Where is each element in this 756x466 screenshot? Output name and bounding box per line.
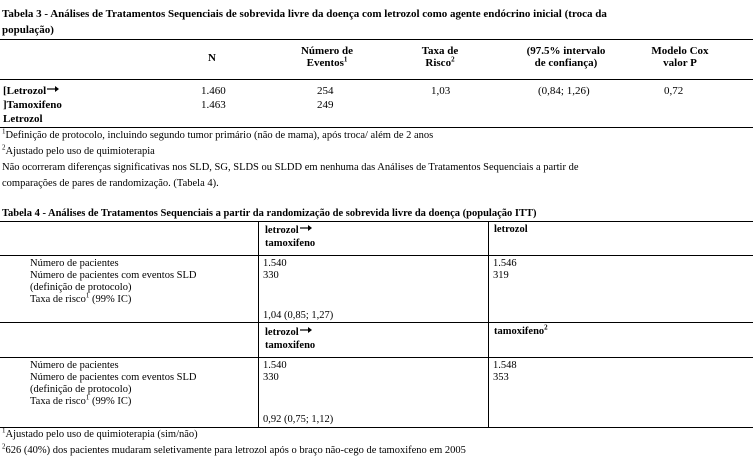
risk-header-sup: 2 bbox=[451, 55, 455, 64]
table3-caption-line2: população) bbox=[2, 24, 54, 36]
events-header-line1: Número de bbox=[300, 45, 354, 57]
table4-bottom-rule bbox=[0, 427, 753, 428]
table4-footnote-1 bbox=[2, 426, 198, 440]
block1-col1-events: 330 bbox=[263, 270, 279, 281]
footnote-2-sup: 2 bbox=[2, 143, 6, 152]
table4-block-separator bbox=[0, 322, 753, 323]
block1-col1-head-line2: tamoxifeno bbox=[265, 238, 316, 249]
table4-top-rule bbox=[0, 221, 753, 222]
block2-label-patients: Número de pacientes bbox=[30, 360, 119, 371]
table3-footnote-1 bbox=[2, 127, 434, 141]
paragraph-line-2: comparações de pares de randomização. (Tabela 4). bbox=[2, 178, 219, 189]
block1-col1-head-line1 bbox=[265, 224, 315, 236]
table3-row-label-1 bbox=[3, 85, 59, 97]
row-label-letrozol: [Letrozol bbox=[3, 85, 47, 97]
cox-header-line2: valor P bbox=[663, 57, 697, 69]
block2-hr-ci: (99% IC) bbox=[91, 396, 132, 407]
table4-divider-2 bbox=[488, 221, 489, 427]
table4-footnote-1-sup: 1 bbox=[2, 426, 6, 435]
block1-hr-text: Taxa de risco bbox=[30, 294, 86, 305]
risk-header-line2 bbox=[410, 57, 470, 69]
risk-header-line1: Taxa de bbox=[421, 45, 459, 57]
block2-col2-head-sup: 2 bbox=[544, 323, 548, 332]
block1-col1-head-text: letrozol bbox=[265, 225, 299, 236]
events-header-sup: 1 bbox=[343, 55, 348, 64]
table3-row-label-2: ]Tamoxifeno bbox=[3, 99, 62, 111]
table4-caption: Tabela 4 - Análises de Tratamentos Sequenciais a partir da randomização de sobrevida livre da doença (população ITT) bbox=[2, 208, 537, 219]
right-arrow-icon bbox=[300, 224, 312, 232]
table4-divider-1 bbox=[258, 221, 259, 427]
table4-footnote-2-sup: 2 bbox=[2, 442, 6, 451]
footnote-1-sup: 1 bbox=[2, 127, 6, 136]
right-arrow-icon bbox=[47, 85, 59, 93]
block1-label-patients: Número de pacientes bbox=[30, 258, 119, 269]
table4-footnote-2-text: 626 (40%) dos pacientes mudaram seletivamente para letrozol após o braço não-cego de tamoxifeno em 2005 bbox=[5, 445, 466, 456]
table3-header-risk bbox=[410, 45, 470, 69]
table4-block2-header-rule bbox=[0, 357, 753, 358]
table4-block2-col2-head bbox=[494, 323, 548, 337]
table3-n-1: 1.460 bbox=[201, 85, 226, 97]
block1-label-events: Número de pacientes com eventos SLD bbox=[30, 270, 197, 281]
table3-caption-line1: Tabela 3 - Análises de Tratamentos Sequenciais de sobrevida livre da doença com letrozol como agente endócrino inicial (troca da bbox=[2, 8, 607, 20]
ci-header-line2: de confiança) bbox=[534, 57, 598, 69]
ci-header-line1: (97.5% intervalo bbox=[526, 45, 606, 57]
table4-block2-col1-head bbox=[265, 326, 315, 351]
block1-label-hr bbox=[30, 291, 132, 305]
table3-p-value: 0,72 bbox=[664, 85, 684, 97]
footnote-1-text: Definição de protocolo, incluindo segundo tumor primário (não de mama), após troca/ além de 2 anos bbox=[5, 130, 434, 141]
right-arrow-icon bbox=[300, 326, 312, 334]
table3-n-2: 1.463 bbox=[201, 99, 226, 111]
table3-bottom-rule bbox=[0, 127, 753, 128]
block2-col1-events: 330 bbox=[263, 372, 279, 383]
block2-col2-events: 353 bbox=[493, 372, 509, 383]
table3-header-rule bbox=[0, 79, 753, 80]
block1-hr-ci: (99% IC) bbox=[91, 294, 132, 305]
block2-label-events: Número de pacientes com eventos SLD bbox=[30, 372, 197, 383]
block2-col1-head-line1 bbox=[265, 326, 315, 338]
cox-header-line1: Modelo Cox bbox=[651, 45, 709, 57]
table3-top-rule bbox=[0, 39, 753, 40]
table4-footnote-1-text: Ajustado pelo uso de quimioterapia (sim/não) bbox=[5, 429, 198, 440]
events-header-line2 bbox=[292, 57, 362, 69]
paragraph-line-1: Não ocorreram diferenças significativas nos SLD, SG, SLDS ou SLDD em nenhuma das Análises de Tratamentos Sequenciais a partir de bbox=[2, 162, 579, 173]
table3-header-cox bbox=[640, 45, 720, 69]
table3-events-2: 249 bbox=[317, 99, 334, 111]
table3-header-events bbox=[292, 45, 362, 69]
block2-hr-sup: 1 bbox=[85, 393, 90, 402]
block2-label-hr bbox=[30, 393, 132, 407]
table4-block1-header-rule bbox=[0, 255, 753, 256]
block1-label-protocol: (definição de protocolo) bbox=[30, 282, 132, 293]
block2-col1-head-line2: tamoxifeno bbox=[265, 340, 316, 351]
block1-col2-events: 319 bbox=[493, 270, 509, 281]
block1-col2-patients: 1.546 bbox=[493, 258, 517, 269]
table4-block1-col2-head: letrozol bbox=[494, 224, 528, 235]
table3-header-ci bbox=[514, 45, 618, 69]
table4-footnote-2 bbox=[2, 442, 466, 456]
events-header-text: Eventos bbox=[306, 57, 344, 69]
block2-col1-head-text: letrozol bbox=[265, 327, 299, 338]
table4-block1-col1-head bbox=[265, 224, 315, 249]
block2-label-protocol: (definição de protocolo) bbox=[30, 384, 132, 395]
risk-header-text: Risco bbox=[425, 57, 452, 69]
table3-ci: (0,84; 1,26) bbox=[538, 85, 590, 97]
block1-hr-value: 1,04 (0,85; 1,27) bbox=[263, 310, 334, 321]
table3-footnote-2 bbox=[2, 143, 155, 157]
block1-hr-sup: 1 bbox=[85, 291, 90, 300]
table3-events-1: 254 bbox=[317, 85, 334, 97]
table3-header-n: N bbox=[208, 52, 216, 64]
block1-col1-patients: 1.540 bbox=[263, 258, 287, 269]
footnote-2-text: Ajustado pelo uso de quimioterapia bbox=[5, 146, 155, 157]
block2-hr-text: Taxa de risco bbox=[30, 396, 86, 407]
table3-row-label-3: Letrozol bbox=[3, 113, 43, 125]
block2-col2-patients: 1.548 bbox=[493, 360, 517, 371]
block2-hr-value: 0,92 (0,75; 1,12) bbox=[263, 414, 334, 425]
block2-col2-head-text: tamoxifeno bbox=[494, 326, 545, 337]
table3-risk: 1,03 bbox=[431, 85, 451, 97]
block2-col1-patients: 1.540 bbox=[263, 360, 287, 371]
